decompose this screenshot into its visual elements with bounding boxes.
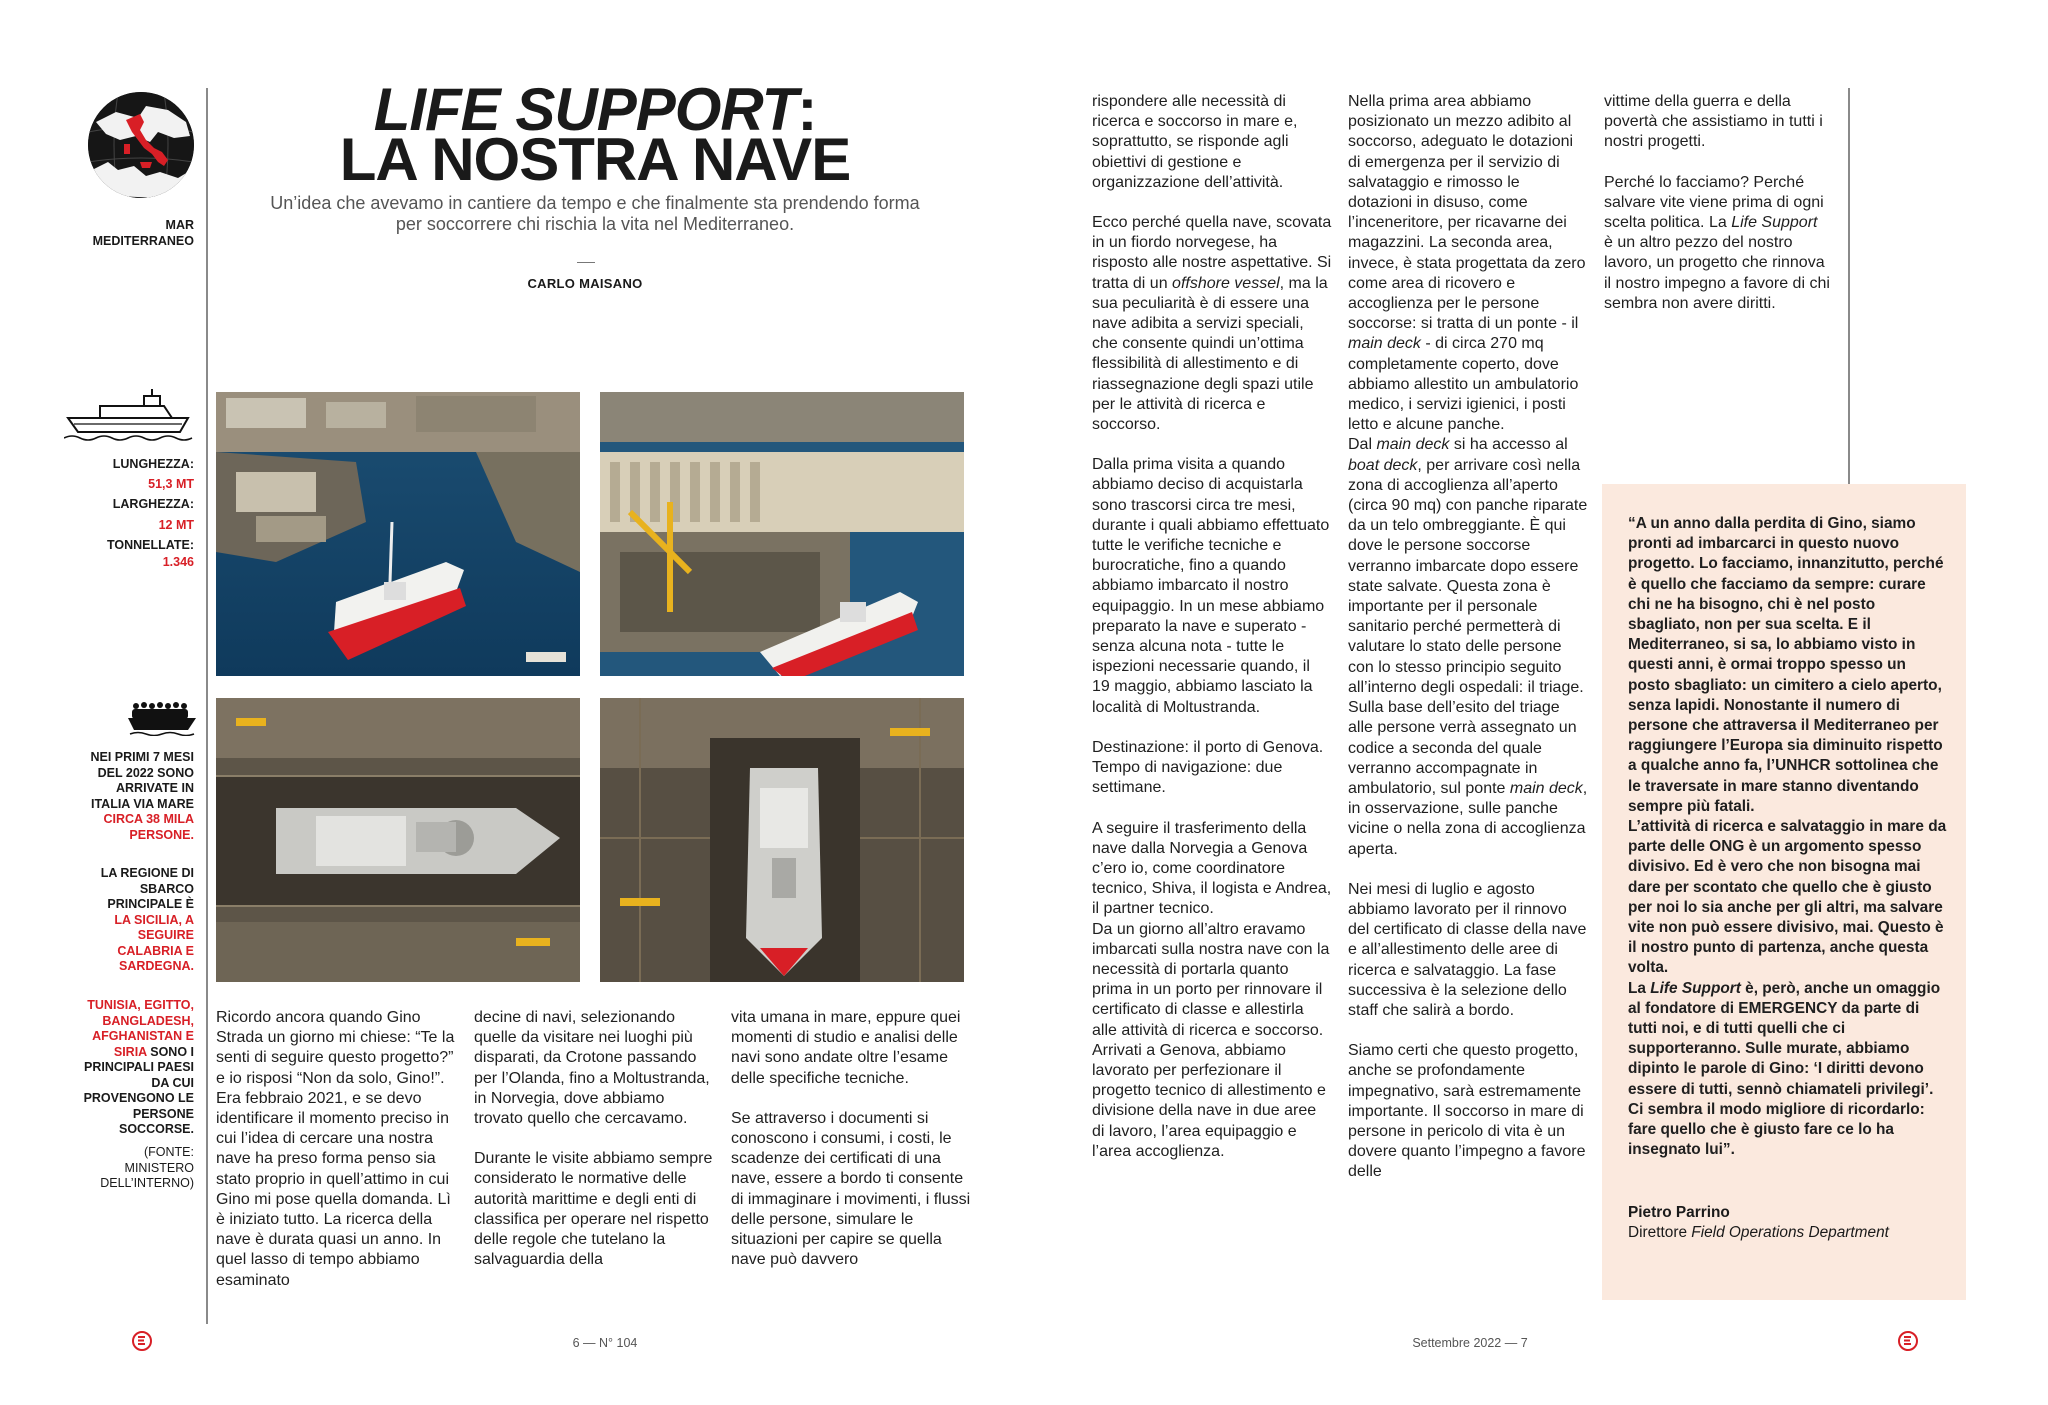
ship-icon — [64, 388, 196, 442]
emergency-logo-icon — [132, 1331, 152, 1351]
countries-text: SONO I PRINCIPALI PAESI DA CUI PROVENGONO LE PERSONE SOCCORSE. — [83, 1044, 194, 1136]
width-value: 12 MT — [158, 518, 194, 532]
quote-author-role — [1628, 1223, 1948, 1243]
photo-drydock-front — [600, 698, 964, 982]
article-author: CARLO MAISANO — [527, 276, 643, 291]
photo-shipyard-crane — [600, 392, 964, 676]
length-label: LUNGHEZZA: — [112, 457, 194, 471]
pull-quote: “A un anno dalla perdita di Gino, siamo pronti ad imbarcarci in questo nuovo progetto. Lo facciamo, innanzitutto, perché è quello che facciamo da sempre: curare chi ne ha bisogno, chi è nel posto sbagliato, non per sua scelta. E il Mediterraneo, si sa, lo abbiamo visto in questi anni, è ormai troppo spesso un posto sbagliato: un cimitero a cielo aperto, senza lapidi. Nonostante il numero di persone che attraversa il Mediterraneo per raggiungere l’Europa sia diminuito rispetto a qualche anno fa, l’UNHCR sottolinea che le traversate in mare stanno diventando sempre più fatali. L’attività di ricerca e salvataggio in mare da parte delle ONG è un argomento spesso divisivo. Ed è vero che non bisogna mai dare per scontato che quello che è giusto per noi lo sia anche per gli altri, ma salvare vite non può essere divisivo, mai. Questo è il nostro punto di partenza, anche questa volta. La Life Support è, però, anche un omaggio al fondatore di EMERGENCY da parte di tutti noi, e di tutti quelli che ci supporteranno. Sulle murate, abbiamo dipinto le parole di Gino: ‘I diritti devono essere di tutti, sennò chiamateli privilegi’. Ci sembra il modo migliore di ricordarlo: fare quello che è giusto fare ce lo ha insegnato lui”. — [1628, 515, 1947, 1159]
article-column-3: vita umana in mare, eppure quei momenti di studio e analisi delle navi sono andate oltre l’esame delle specifiche tecniche. Se attraverso i documenti si conoscono i consumi, i costi, le scadenze dei certificati di una nave, essere a bordo ti consente di immaginare i movimenti, i flussi delle persone, simulare le situazioni per capire se quella nave può davvero — [731, 1009, 971, 1269]
article-column-6: vittime della guerra e della povertà che assistiamo in tutti i nostri progetti. Perché lo facciamo? Perché salvare vite viene prima di ogni scelta politica. La Life Support è un altro pezzo del nostro lavoro, un progetto che rinnova il nostro impegno a favore di chi sembra non avere diritti. — [1604, 93, 1830, 312]
article-column-4: rispondere alle necessità di ricerca e soccorso in mare e, soprattutto, se risponde agli obiettivi di gestione e organizzazione dell’attività. Ecco perché quella nave, scovata in un fiordo norvegese, ha risposto alle nostre aspettative. Si tratta di un offshore vessel, ma la sua peculiarità è di essere una nave adibita a servizi speciali, che consente quindi un’ottima flessibilità di allestimento e di riassegnazione degli spazi utile per le attività di ricerca e soccorso. Dalla prima visita a quando abbiamo deciso di acquistarla sono trascorsi circa tre mesi, durante i quali abbiamo effettuato tutte le verifiche tecniche e burocratiche, fino a quando abbiamo imbarcato il nostro equipaggio. In un mese abbiamo preparato la nave e superato - senza alcuna nota - tutte le ispezioni necessarie quando, il 19 maggio, abbiamo lasciato la località di Moltustranda. Destinazione: il porto di Genova. Tempo di navigazione: due settimane. A seguire il trasferimento della nave dalla Norvegia a Genova c’ero io, come coordinatore tecnico, Shiva, il logista e Andrea, il partner tecnico. Da un giorno all’altro eravamo imbarcati sulla nostra nave con la necessità di portarla quanto prima in un porto per rinnovare il certificato di classe e allestirla alle attività di ricerca e soccorso. Arrivati a Genova, abbiamo lavorato per perfezionare il progetto tecnico di allestimento e divisione della nave in due aree di lavoro, l’area equipaggio e l’area accoglienza. — [1092, 93, 1332, 1160]
tonnage-label: TONNELLATE: — [106, 538, 194, 552]
emergency-logo-icon — [1898, 1331, 1918, 1351]
title-italic: LIFE SUPPORT — [373, 76, 798, 143]
article-column-5: Nella prima area abbiamo posizionato un mezzo adibito al soccorso, adeguato le dotazioni di emergenza per il servizio di salvataggio e rimosso le dotazioni in disuso, come l’inceneritore, per ricavarne dei magazzini. La seconda area, invece, è stata progettata da zero come area di ricovero e accoglienza per le persone soccorse: si tratta di un ponte - il main deck - di circa 270 mq completamente coperto, dove abbiamo allestito un ambulatorio medico, i servizi igienici, i posti letto e alcune panche. Dal main deck si ha accesso al boat deck, per arrivare così nella zona di accoglienza all’aperto (circa 90 mq) con panche riparate da un telo ombreggiante. È qui dove le persone soccorse verranno imbarcate dopo essere state salvate. Questa zona è importante per il personale sanitario perché permetterà di valutare lo stato delle persone con lo stesso principio seguito all’interno degli ospedali: il triage. Sulla base dell’esito del triage alle persone verrà assegnato un codice a seconda del quale verranno accompagnate in ambulatorio, sul ponte main deck, in osservazione, sulle panche vicine o nella zona di accoglienza aperta. Nei mesi di luglio e agosto abbiamo lavorato per il rinnovo del certificato di classe della nave e all’allestimento delle aree di ricerca e salvataggio. La fase successiva è la selezione dello staff che salirà a bordo. Siamo certi che questo progetto, anche se profondamente impegnativo, sarà estremamente importante. Il soccorso in mare di persone in pericolo di vita è un dovere quanto l’impegno a favore delle — [1348, 93, 1588, 1181]
article-subtitle: Un’idea che avevamo in cantiere da tempo e che finalmente sta prendendo forma per soccorrere chi rischia la vita nel Mediterraneo. — [270, 193, 920, 234]
quote-role-prefix: Direttore — [1628, 1224, 1692, 1242]
landing-note — [100, 866, 194, 975]
vertical-divider — [206, 88, 208, 1324]
italy-globe-icon — [88, 92, 194, 198]
article-column-1: Ricordo ancora quando Gino Strada un giorno mi chiese: “Te la senti di seguire questo progetto?” e io risposi “Non da solo, Gino!”. Era febbraio 2021, e se devo identificare il momento preciso in cui l’idea di cercare una nostra nave ha preso forma penso sia stato proprio in quell’attimo in cui Gino mi pose quella domanda. Lì è iniziato tutto. La ricerca della nave è durata quasi un anno. In quel lasso di tempo abbiamo esaminato — [216, 1009, 455, 1289]
landing-regions: LA SICILIA, A SEGUIRE CALABRIA E SARDEGNA. — [114, 912, 194, 973]
source-note: (FONTE: MINISTERO DELL’INTERNO) — [100, 1145, 194, 1190]
migrant-boat-icon — [128, 700, 196, 736]
quote-author-name: Pietro Parrino — [1628, 1204, 1730, 1221]
region-label: MAR MEDITERRANEO — [92, 218, 194, 248]
countries-note — [80, 998, 194, 1138]
length-value: 51,3 MT — [148, 477, 194, 491]
page-folio-right: Settembre 2022 — 7 — [1412, 1336, 1528, 1350]
landing-text: LA REGIONE DI SBARCO PRINCIPALE È — [100, 866, 194, 911]
title-colon: : — [797, 76, 817, 143]
right-vertical-divider — [1848, 88, 1850, 484]
arrivals-text: NEI PRIMI 7 MESI DEL 2022 SONO ARRIVATE IN ITALIA VIA MARE — [90, 750, 194, 811]
width-label: LARGHEZZA: — [112, 497, 194, 511]
author-divider — [577, 262, 595, 263]
quote-signature — [1628, 1203, 1948, 1243]
page-folio-left: 6 — N° 104 — [572, 1336, 638, 1350]
arrivals-count: CIRCA 38 MILA PERSONE. — [103, 812, 194, 842]
tonnage-value: 1.346 — [162, 555, 194, 569]
article-column-2: decine di navi, selezionando quelle da visitare nei luoghi più disparati, da Crotone passando per l’Olanda, fino a Moltustranda, in Norvegia, dove abbiamo trovato quello che cercavamo. Durante le visite abbiamo sempre considerato le normative delle autorità marittime e degli enti di classifica per operare nel rispetto delle regole che tutelano la salvaguardia della — [474, 1009, 713, 1269]
photo-harbor-aerial — [216, 392, 580, 676]
article-title-line2: LA NOSTRA NAVE — [339, 126, 851, 193]
arrivals-note — [80, 750, 194, 843]
countries-list: TUNISIA, EGITTO, BANGLADESH, AFGHANISTAN E SIRIA — [87, 998, 194, 1059]
quote-role-department: Field Operations Department — [1691, 1224, 1889, 1242]
photo-drydock-top — [216, 698, 580, 982]
